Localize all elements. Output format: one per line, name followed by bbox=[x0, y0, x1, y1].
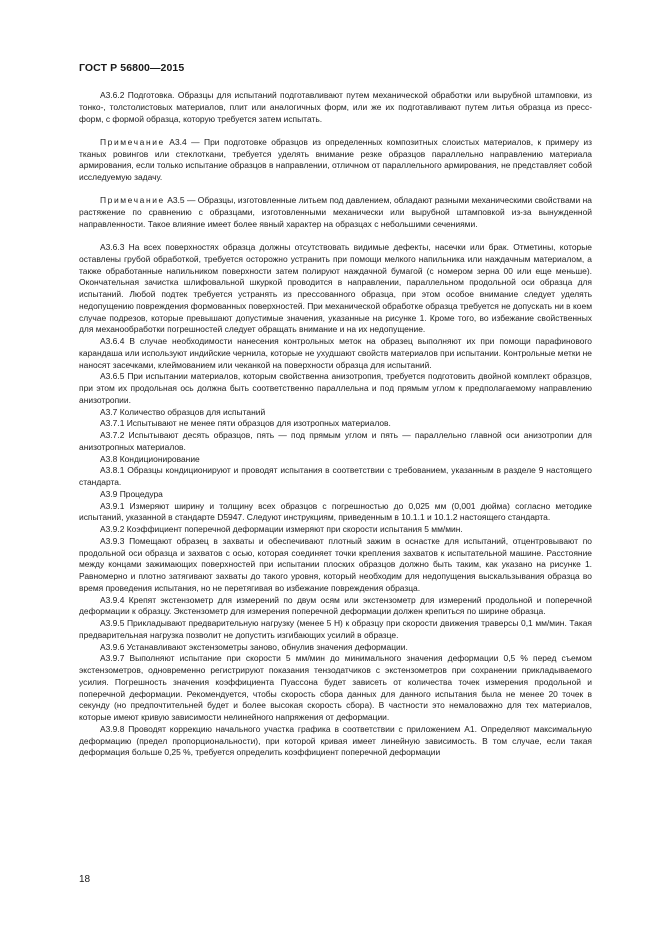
paragraph-a3-6-2: А3.6.2 Подготовка. Образцы для испытаний подготавливают путем механической обработки или вырубной штамповки, из тонко-, толстолистовых материалов, плит или аналогичных форм, или же их подготавливают путем литья образца из пресс-форм, с формой образца, которую требуется затем испытать. bbox=[79, 90, 592, 124]
paragraph-a3-9-6: А3.9.6 Устанавливают экстензометры заново, обнулив значения деформации. bbox=[100, 641, 408, 652]
paragraph-a3-8-1: А3.8.1 Образцы кондиционируют и проводят испытания в соответствии с требованием, указанным в разделе 9 настоящего стандарта. bbox=[79, 465, 592, 487]
section-heading-a3-8: А3.8 Кондиционирование bbox=[100, 453, 200, 464]
document-body bbox=[79, 90, 592, 759]
paragraph-a3-9-5: А3.9.5 Прикладывают предварительную нагрузку (менее 5 Н) к образцу при скорости движения траверсы 0,1 мм/мин. Такая предварительная нагрузка позволит не допустить изгибающих усилий в образце. bbox=[79, 618, 592, 640]
section-heading-a3-7: А3.7 Количество образцов для испытаний bbox=[100, 406, 266, 417]
paragraph-a3-9-3: А3.9.3 Помещают образец в захваты и обеспечивают плотный зажим в оснастке для испытаний, отцентровывают по продольной оси образца и захватов с осью, которая соединяет точки крепления захватов к испытательной машине. Расстояние между концами зажимающих поверхностей при испытании плоских образцов должно быть таким, как указано на рисунке 1. Равномерно и плотно затягивают захваты до такого уровня, который необходим для недопущения выскальзывания образца во время проведения испытания, но не перетягивая во избежание повреждения образца. bbox=[79, 535, 592, 593]
paragraph-a3-6-5: А3.6.5 При испытании материалов, которым свойственна анизотропия, требуется подготовить двойной комплект образцов, при этом их продольная ось должна быть соответственно параллельна и под прямым углом к предполагаемому направлению анизотропии. bbox=[79, 371, 592, 405]
paragraph-a3-9-7: А3.9.7 Выполняют испытание при скорости 5 мм/мин до минимального значения деформации 0,5 % перед съемом экстензометров, одновременно регистрируют показания тензодатчиков с экстензометров при сохранении прикладываемого усилия. Погрешность значения коэффициента Пуассона будет зависеть от количества точек измерения продольной и поперечной деформации. Рекомендуется, чтобы скорость сбора данных для данного испытания была не менее 20 точек в секунду (но предпочтительней будет и более высокая скорость сбора). В частности это немаловажно для тех материалов, которые имеют кривую зависимости нелинейного напряжения от деформации. bbox=[79, 653, 592, 722]
note-label: Примечание bbox=[100, 136, 165, 147]
paragraph-a3-9-2: А3.9.2 Коэффициент поперечной деформации измеряют при скорости испытания 5 мм/мин. bbox=[100, 524, 463, 534]
paragraph-a3-6-3: А3.6.3 На всех поверхностях образца должны отсутствовать видимые дефекты, насечки или брак. Отметины, которые оставлены грубой обработкой, требуется осторожно устранить при помощи мелкого напильника или наждачным материалом, а также обработанные напильником поверхности затем полируют наждачной бумагой (с номером зерна 00 или еще меньше). Окончательная зачистка шлифовальной шкуркой проводится в направлении, параллельном продольной оси образца для испытаний. Любой подтек требуется устранять из прессованного образца, при этом особое внимание следует уделять недопущению повреждения формованных поверхностей. При механической обработке образца требуется не допускать ни в коем случае подрезов, которые превышают допустимые значения, указанные на рисунке 1. Кроме того, во избежание свойственных для механообработки погрешностей следует обращать внимание и на их недопущение. bbox=[79, 242, 592, 335]
note-label: Примечание bbox=[100, 195, 165, 206]
note-a3-5 bbox=[79, 195, 592, 230]
paragraph-a3-7-1: А3.7.1 Испытывают не менее пяти образцов для изотропных материалов. bbox=[100, 418, 391, 429]
paragraph-a3-9-1: А3.9.1 Измеряют ширину и толщину всех образцов с погрешностью до 0,025 мм (0,001 дюйма) согласно методике испытаний, указанной в стандарте D5947. Следуют инструкциям, приведенным в 10.1.1 и 10.1.2 настоящего стандарта. bbox=[79, 500, 592, 523]
note-text: А3.5 — Образцы, изготовленные литьем под давлением, обладают разными механическими свойствами на растяжение по сравнению с образцами, изготовленными механически или вырубной штамповкой из-за вынужденной направленности. Такое влияние имеет более явный характер на образцах с небольшими сечениями. bbox=[79, 195, 592, 229]
paragraph-a3-9-8: А3.9.8 Проводят коррекцию начального участка графика в соответствии с приложением А1. Определяют максимальную деформацию (предел пропорциональности), при которой кривая имеет линейную зависимость. В том случае, если такая деформация больше 0,25 %, требуется определить коэффициент поперечной деформации bbox=[79, 723, 592, 758]
section-heading-a3-9: А3.9 Процедура bbox=[100, 488, 163, 499]
page-number: 18 bbox=[79, 874, 91, 885]
paragraph-a3-6-4: А3.6.4 В случае необходимости нанесения контрольных меток на образец выполняют их при помощи парафинового карандаша или используют индийские чернила, которые не ухудшают свойств материалов при испытании. Контрольные метки не наносят засечками, клеймованием или чеканкой на поверхности образца для испытаний. bbox=[79, 336, 592, 370]
page-header: ГОСТ Р 56800—2015 bbox=[79, 62, 185, 74]
note-text: А3.4 — При подготовке образцов из определенных композитных слоистых материалов, к примеру из тканых ровингов или стеклоткани, требуется уделять внимание резке образцов параллельно направлению материала армирования, если только испытание образцов в направлении, отличном от параллельного армирования, не представляет собой исследуемую задачу. bbox=[79, 136, 592, 182]
paragraph-a3-9-4: А3.9.4 Крепят экстензометр для измерений по двум осям или экстензометр для измерений продольной и поперечной деформации к образцу. Экстензометр для измерения поперечной деформации должен крепиться по ширине образца. bbox=[79, 594, 592, 617]
paragraph-a3-7-2: А3.7.2 Испытывают десять образцов, пять — под прямым углом и пять — параллельно главной оси анизотропии для анизотропных материалов. bbox=[79, 430, 592, 452]
note-a3-4 bbox=[79, 137, 592, 184]
